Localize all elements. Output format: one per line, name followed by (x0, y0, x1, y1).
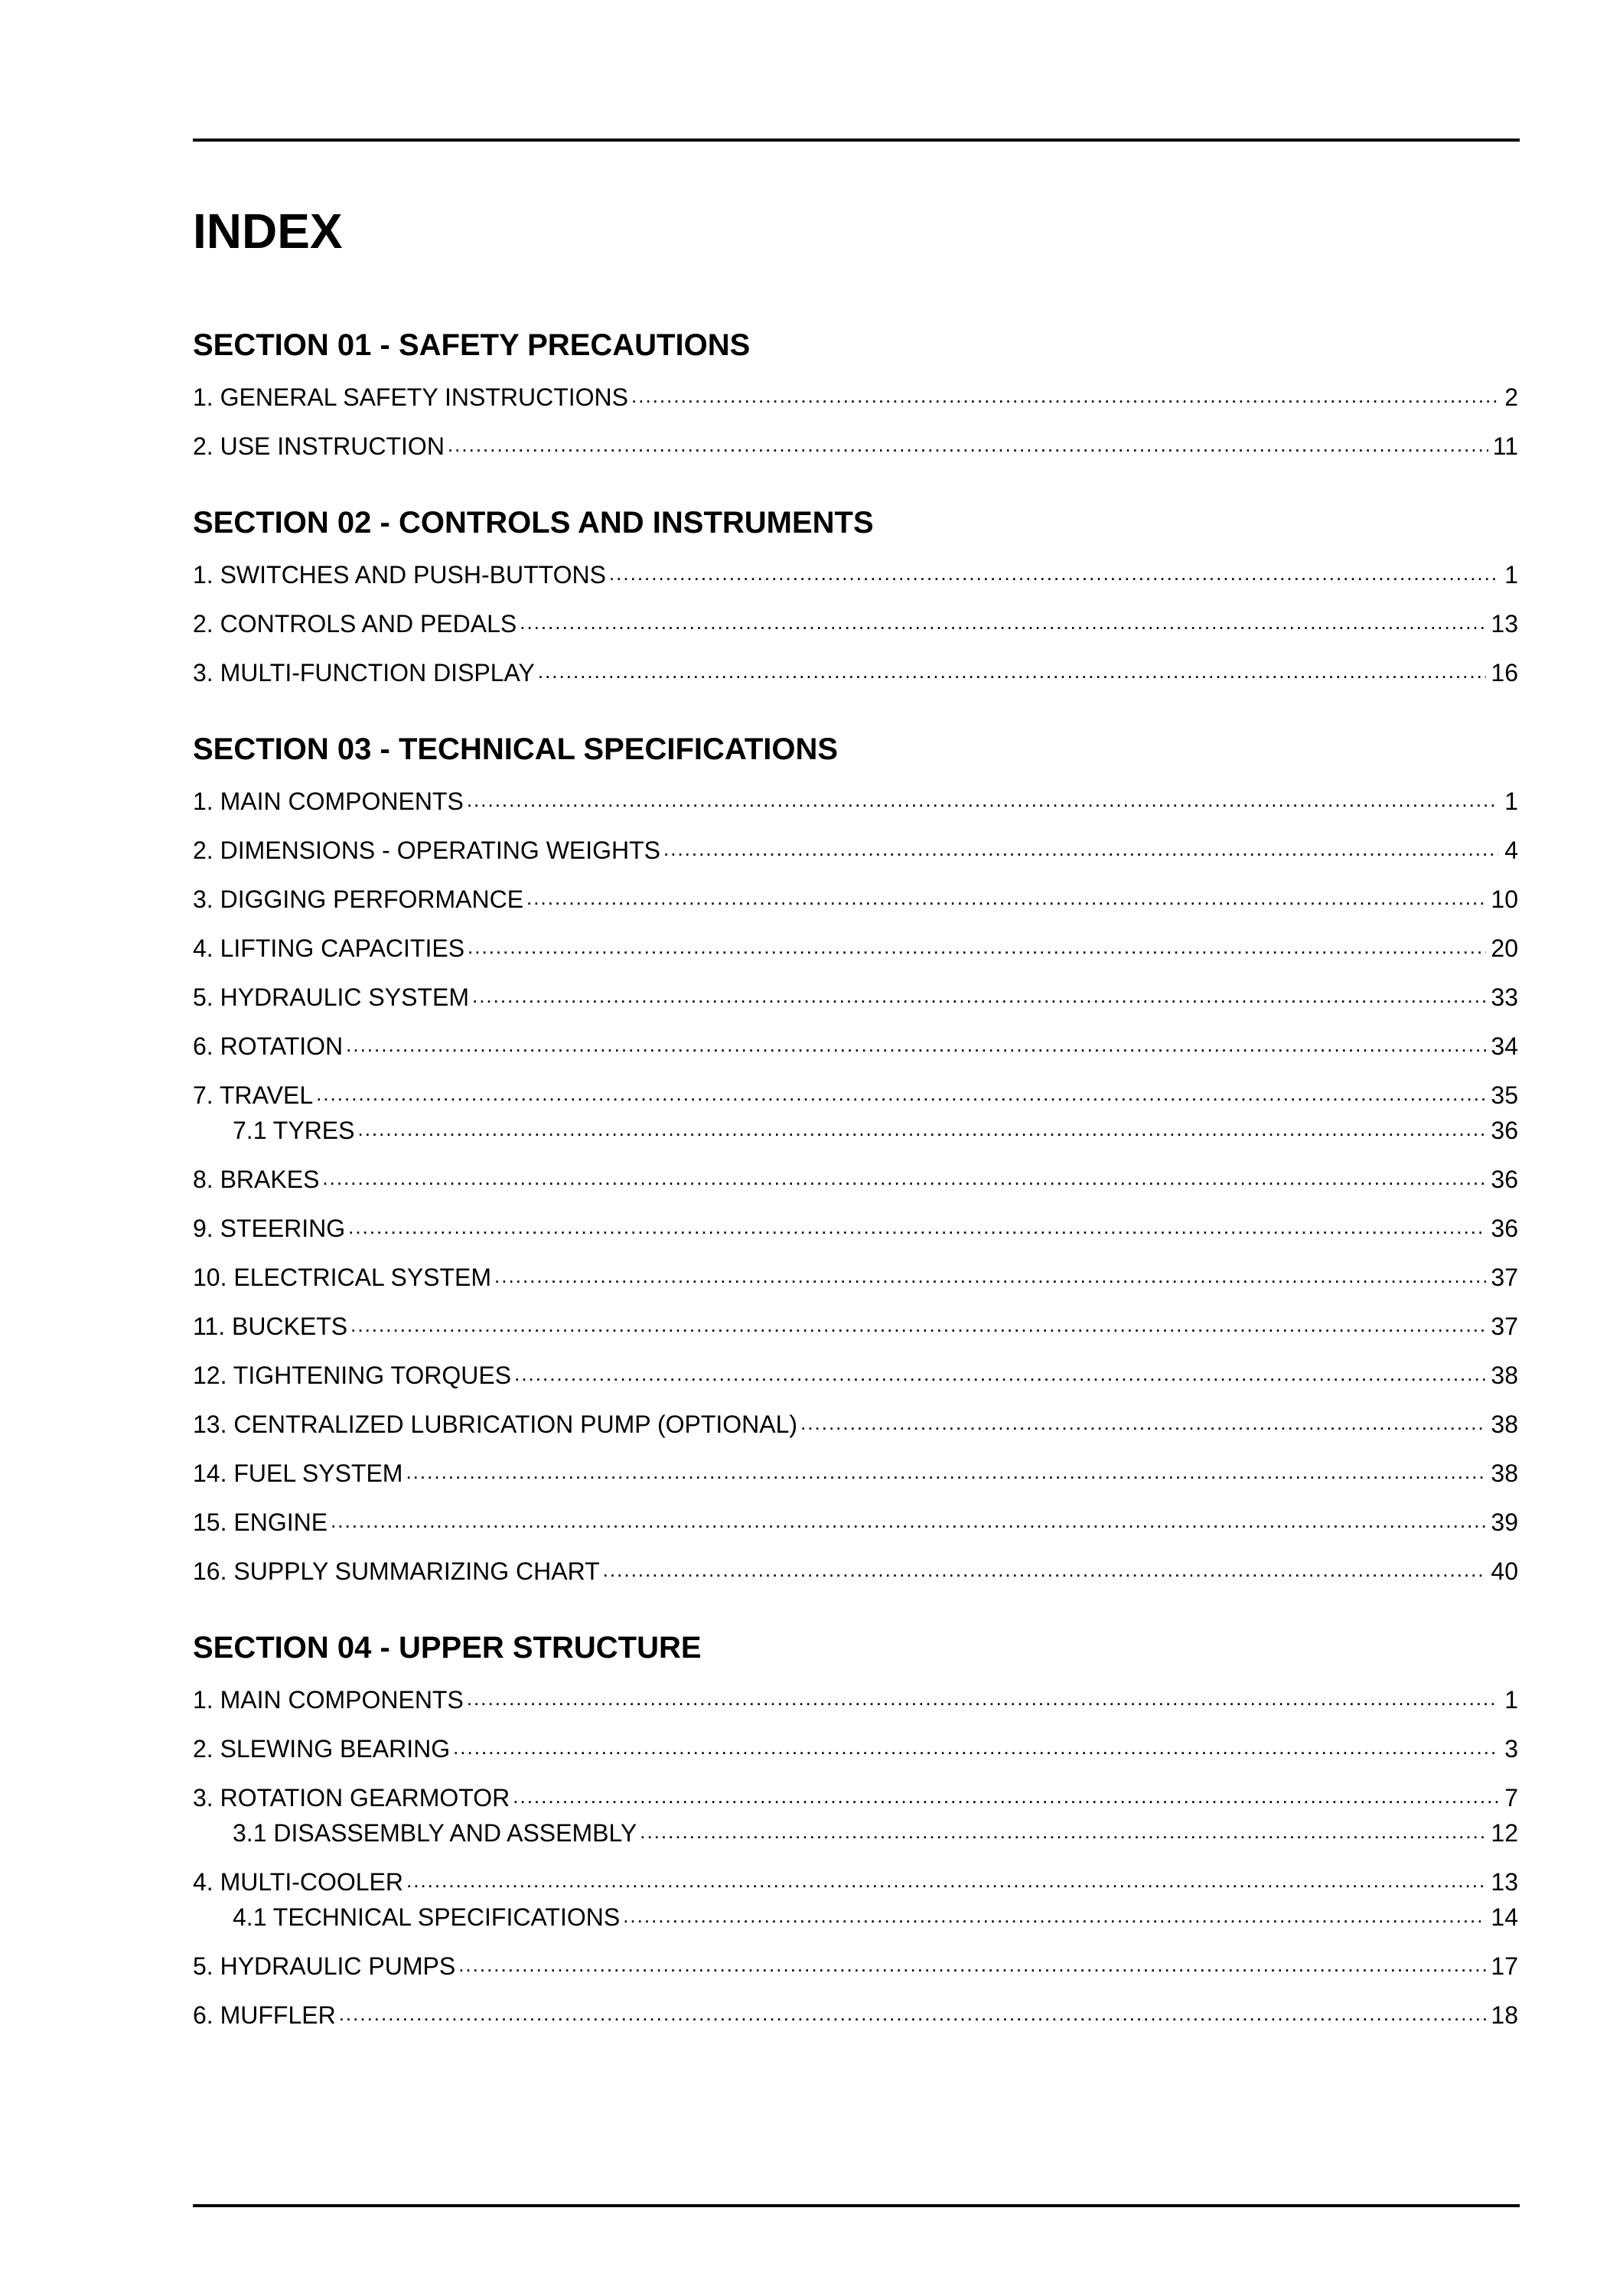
toc-entry[interactable] (193, 1864, 1518, 1900)
toc-subentry[interactable] (193, 1113, 1518, 1148)
dot-leader (520, 603, 1486, 638)
toc-page-number: 13 (1491, 610, 1518, 638)
dot-leader (631, 377, 1498, 412)
toc-entry[interactable] (193, 1456, 1518, 1491)
toc-entry-label: 14. FUEL SYSTEM (193, 1459, 403, 1487)
toc-entry-label: 1. MAIN COMPONENTS (193, 788, 464, 815)
toc-entry[interactable] (193, 557, 1518, 592)
dot-leader (467, 781, 1498, 816)
toc-page-number: 37 (1491, 1264, 1518, 1291)
toc-entry-label: 3. DIGGING PERFORMANCE (193, 885, 524, 913)
dot-leader (603, 1551, 1487, 1586)
toc-entry-label: 5. HYDRAULIC SYSTEM (193, 983, 469, 1011)
toc-entry[interactable] (193, 655, 1518, 690)
footer-rule (193, 2204, 1520, 2207)
toc-entry[interactable] (193, 1309, 1518, 1344)
toc-entry-label: 13. CENTRALIZED LUBRICATION PUMP (OPTIONAL) (193, 1411, 798, 1438)
toc-page-number: 10 (1491, 885, 1518, 913)
dot-leader (357, 1110, 1486, 1145)
toc-entry-label: 1. GENERAL SAFETY INSTRUCTIONS (193, 383, 628, 411)
toc-entry[interactable] (193, 606, 1518, 641)
table-of-contents (193, 321, 1518, 2033)
dot-leader (348, 1208, 1486, 1243)
toc-section (193, 321, 1518, 464)
toc-entry[interactable] (193, 980, 1518, 1015)
toc-entry[interactable] (193, 1029, 1518, 1064)
toc-entry-label: 1. MAIN COMPONENTS (193, 1686, 464, 1714)
toc-page-number: 40 (1491, 1557, 1518, 1585)
dot-leader (448, 426, 1488, 461)
toc-subentry[interactable] (193, 1815, 1518, 1851)
toc-entry[interactable] (193, 931, 1518, 966)
toc-page-number: 20 (1491, 934, 1518, 962)
toc-entry-label: 10. ELECTRICAL SYSTEM (193, 1264, 492, 1291)
toc-entry-label: 4. LIFTING CAPACITIES (193, 934, 465, 962)
dot-leader (458, 1945, 1486, 1981)
toc-entry-label: 7.1 TYRES (233, 1117, 355, 1144)
toc-page-number: 1 (1504, 788, 1518, 815)
header-rule (193, 139, 1520, 142)
toc-entry[interactable] (193, 1554, 1518, 1589)
toc-page-number: 3 (1504, 1735, 1518, 1763)
toc-entry-label: 12. TIGHTENING TORQUES (193, 1362, 512, 1389)
section-heading: SECTION 01 - SAFETY PRECAUTIONS (193, 328, 751, 362)
dot-leader (472, 977, 1486, 1012)
toc-page-number: 36 (1491, 1215, 1518, 1242)
toc-entry-label: 3. ROTATION GEARMOTOR (193, 1784, 510, 1812)
dot-leader (640, 1812, 1486, 1848)
toc-page-number: 1 (1504, 561, 1518, 589)
toc-entry-label: 2. USE INSTRUCTION (193, 432, 445, 460)
toc-page-number: 16 (1491, 659, 1518, 687)
toc-entry-label: 3. MULTI-FUNCTION DISPLAY (193, 659, 535, 687)
section-heading: SECTION 03 - TECHNICAL SPECIFICATIONS (193, 732, 839, 766)
dot-leader (346, 1026, 1486, 1061)
toc-page-number: 12 (1491, 1819, 1518, 1847)
dot-leader (623, 1896, 1486, 1932)
toc-entry-label: 16. SUPPLY SUMMARIZING CHART (193, 1557, 600, 1585)
dot-leader (316, 1075, 1486, 1110)
toc-entry[interactable] (193, 1731, 1518, 1766)
toc-entry-list (193, 784, 1518, 1589)
dot-leader (406, 1453, 1486, 1488)
dot-leader (800, 1404, 1486, 1439)
toc-page-number: 33 (1491, 983, 1518, 1011)
toc-page-number: 11 (1492, 432, 1518, 460)
toc-entry[interactable] (193, 1682, 1518, 1717)
toc-page-number: 38 (1491, 1411, 1518, 1438)
dot-leader (514, 1355, 1486, 1390)
toc-section (193, 726, 1518, 1589)
section-heading: SECTION 04 - UPPER STRUCTURE (193, 1631, 702, 1665)
toc-entry-list (193, 380, 1518, 464)
toc-entry-list (193, 557, 1518, 690)
section-heading: SECTION 02 - CONTROLS AND INSTRUMENTS (193, 506, 874, 540)
toc-entry-label: 9. STEERING (193, 1215, 346, 1242)
dot-leader (339, 1994, 1487, 2030)
toc-entry-label: 8. BRAKES (193, 1166, 320, 1193)
toc-entry[interactable] (193, 1407, 1518, 1442)
toc-section (193, 1624, 1518, 2033)
dot-leader (538, 652, 1487, 687)
toc-entry-label: 4. MULTI-COOLER (193, 1868, 403, 1896)
dot-leader (331, 1502, 1486, 1537)
toc-entry[interactable] (193, 1998, 1518, 2033)
dot-leader (453, 1728, 1498, 1763)
toc-section (193, 499, 1518, 690)
toc-entry-label: 6. ROTATION (193, 1032, 344, 1060)
dot-leader (609, 554, 1498, 589)
toc-page-number: 1 (1504, 1686, 1518, 1714)
toc-entry[interactable] (193, 833, 1518, 868)
toc-entry[interactable] (193, 1260, 1518, 1295)
dot-leader (322, 1159, 1486, 1194)
toc-entry[interactable] (193, 1780, 1518, 1815)
toc-page-number: 38 (1491, 1459, 1518, 1487)
toc-page-number: 37 (1491, 1313, 1518, 1340)
toc-entry-label: 2. SLEWING BEARING (193, 1735, 451, 1763)
toc-page-number: 13 (1491, 1868, 1518, 1896)
toc-entry[interactable] (193, 1211, 1518, 1246)
toc-entry-label: 4.1 TECHNICAL SPECIFICATIONS (233, 1903, 621, 1931)
dot-leader (467, 1679, 1498, 1714)
toc-page-number: 17 (1491, 1952, 1518, 1980)
toc-entry[interactable] (193, 784, 1518, 819)
dot-leader (468, 928, 1486, 963)
toc-page-number: 38 (1491, 1362, 1518, 1389)
toc-entry[interactable] (193, 1505, 1518, 1540)
dot-leader (526, 879, 1486, 914)
toc-page-number: 35 (1491, 1081, 1518, 1109)
page-title: INDEX (193, 204, 343, 259)
toc-entry[interactable] (193, 1358, 1518, 1393)
toc-page-number: 39 (1491, 1508, 1518, 1536)
dot-leader (663, 830, 1498, 865)
toc-page-number: 4 (1504, 837, 1518, 864)
toc-page-number: 14 (1491, 1903, 1518, 1931)
toc-entry-label: 2. CONTROLS AND PEDALS (193, 610, 517, 638)
toc-subentry[interactable] (193, 1900, 1518, 1935)
toc-page-number: 7 (1504, 1784, 1518, 1812)
dot-leader (350, 1306, 1486, 1341)
dot-leader (406, 1861, 1486, 1896)
toc-entry[interactable] (193, 429, 1518, 464)
toc-page-number: 2 (1504, 383, 1518, 411)
dot-leader (513, 1777, 1498, 1812)
toc-page-number: 36 (1491, 1117, 1518, 1144)
toc-entry[interactable] (193, 380, 1518, 415)
toc-page-number: 18 (1491, 2001, 1518, 2029)
toc-entry-label: 3.1 DISASSEMBLY AND ASSEMBLY (233, 1819, 637, 1847)
toc-entry-label: 11. BUCKETS (193, 1313, 348, 1340)
toc-entry-label: 1. SWITCHES AND PUSH-BUTTONS (193, 561, 606, 589)
toc-entry-label: 2. DIMENSIONS - OPERATING WEIGHTS (193, 837, 661, 864)
toc-entry[interactable] (193, 1078, 1518, 1113)
toc-entry-label: 15. ENGINE (193, 1508, 328, 1536)
toc-entry[interactable] (193, 1162, 1518, 1197)
toc-entry-label: 7. TRAVEL (193, 1081, 314, 1109)
toc-page-number: 34 (1491, 1032, 1518, 1060)
toc-entry-label: 6. MUFFLER (193, 2001, 336, 2029)
toc-entry[interactable] (193, 882, 1518, 917)
dot-leader (494, 1257, 1486, 1292)
toc-entry-list (193, 1682, 1518, 2033)
toc-entry-label: 5. HYDRAULIC PUMPS (193, 1952, 456, 1980)
toc-entry[interactable] (193, 1949, 1518, 1984)
toc-page-number: 36 (1491, 1166, 1518, 1193)
